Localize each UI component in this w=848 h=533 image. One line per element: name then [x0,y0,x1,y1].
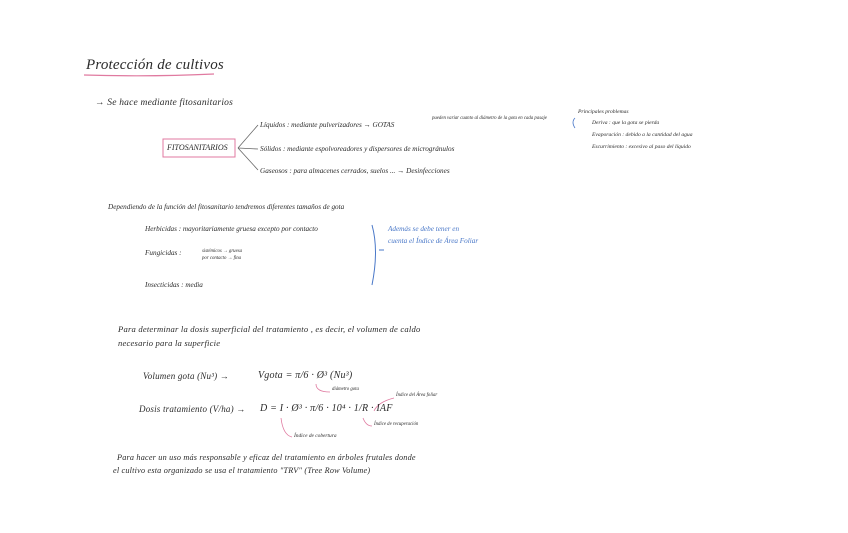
intro-line: → Se hace mediante fitosanitarios [95,98,233,108]
solidos-line: Sólidos : mediante espolvoreadores y dispersores de microgránulos [260,145,455,153]
page-title: Protección de cultivos [86,57,224,73]
liquidos-line: Líquidos : mediante pulverizadores → GOTAS [260,121,395,129]
cobertura-note: Índice de cobertura [294,433,337,439]
problema-item: Escurrimiento : excesivo al paso del líquido [592,144,691,150]
gaseosos-line: Gaseosos : para almacenes cerrados, suelos ... → Desinfecciones [260,167,450,175]
fungicidas-note: por contacto → fina [202,256,242,261]
iaf-note-line: cuenta el Índice de Área Foliar [388,237,479,245]
problemas-title: Principales problemas [578,109,629,115]
liquidos-note: pueden variar cuanto al diámetro de la gota en cada pasaje [432,116,547,121]
herbicidas-line: Herbicidas : mayoritariamente gruesa excepto por contacto [145,225,318,233]
fungicidas-note: sistémicos → gruesa [202,249,242,254]
dosis-label: Dosis tratamiento (V/ha) → [139,404,246,414]
volumen-formula: Vgota = π/6 · Ø³ (Nu³) [258,370,353,381]
dependiendo-line: Dependiendo de la función del fitosanitario tendremos diferentes tamaños de gota [108,203,345,211]
problema-item: Evaporación : debido a la cantidad del agua [592,132,693,138]
volumen-note: diámetro gota [332,387,359,392]
final-line: Para hacer un uso más responsable y eficaz del tratamiento en árboles frutales donde [117,453,416,462]
recuperacion-note: Índice de recuperación [374,422,419,427]
problema-item: Deriva : que la gota se pierda [592,120,660,126]
insecticidas-line: Insecticidas : media [145,281,203,289]
final-line: el cultivo esta organizado se usa el tratamiento "TRV" (Tree Row Volume) [113,466,371,475]
fitosanitarios-label: FITOSANITARIOS [167,143,228,152]
fungicidas-line: Fungicidas : [145,249,182,257]
iaf-note: Índice del Área foliar [396,393,438,398]
volumen-label: Volumen gota (Nu³) → [143,371,229,381]
iaf-note-line: Además se debe tener en [388,225,460,233]
dosis-formula: D = I · Ø³ · π/6 · 10⁴ · 1/R · IAF [260,403,393,414]
determinar-line: necesario para la superficie [118,338,221,348]
determinar-line: Para determinar la dosis superficial del tratamiento , es decir, el volumen de caldo [118,324,421,334]
